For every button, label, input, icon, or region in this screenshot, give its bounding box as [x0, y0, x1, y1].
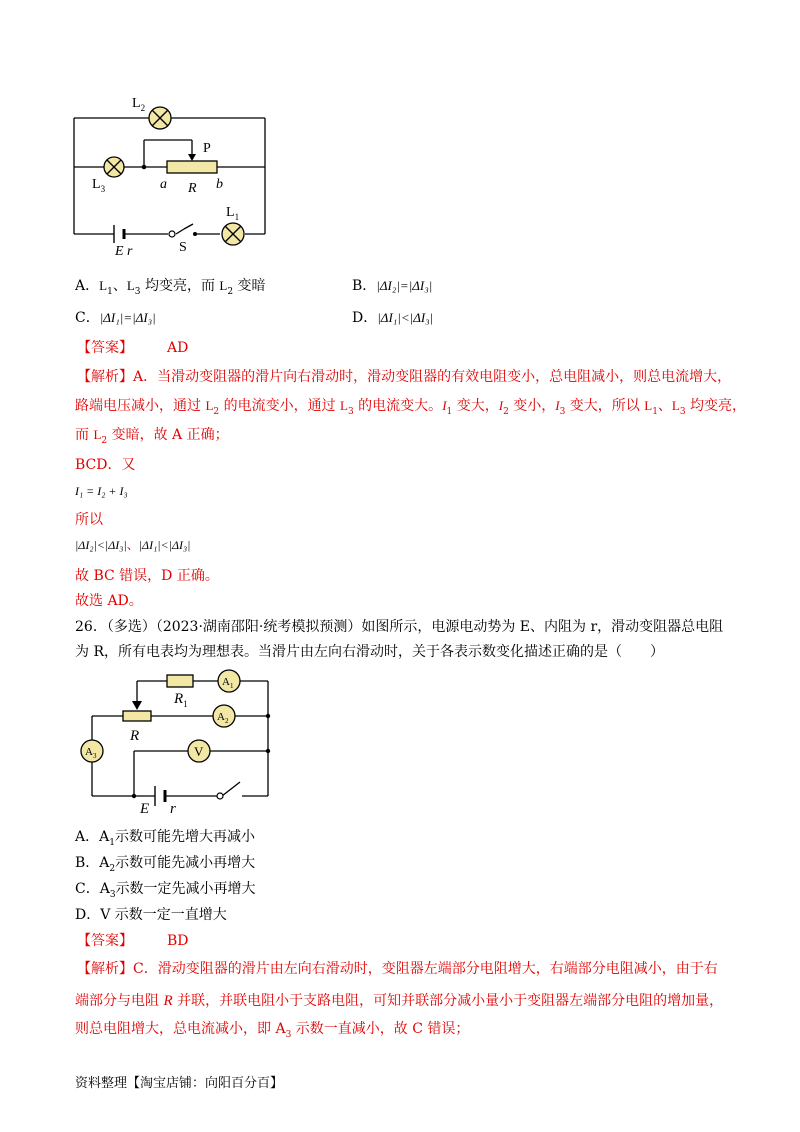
- q26-ammeter-a3: [81, 740, 103, 762]
- q26-option-c: C．$A_3$示数一定先减小再增大: [75, 881, 256, 900]
- q26-answer: 【答案】 BD: [77, 933, 189, 949]
- q25-circuit-diagram: [60, 88, 290, 258]
- page-footer: 资料整理【淘宝店铺：向阳百分百】: [75, 1076, 284, 1091]
- q25-label-a: a: [160, 177, 167, 192]
- q25-option-b: B．|ΔI₂|=|ΔI₃|: [352, 278, 433, 294]
- q26-stem-line2: 为 R，所有电表均为理想表。当滑片由左向右滑动时，关于各表示数变化描述正确的是（ ）: [75, 644, 664, 660]
- q25-switch-contact-left: [169, 231, 175, 237]
- q25-analysis-line7: |ΔI₂|<|ΔI₃|、|ΔI₁|<|ΔI₃|: [75, 538, 191, 552]
- q25-battery: [114, 225, 124, 243]
- q26-label-r1: $R_1$: [174, 691, 188, 709]
- q25-option-c: C．|ΔI₁|=|ΔI₃|: [75, 310, 156, 326]
- q25-label-l3: $L_3$: [92, 177, 106, 194]
- q26-label-r-internal: r: [170, 801, 176, 814]
- q25-rheostat: [167, 161, 217, 173]
- q26-switch-contact: [217, 793, 223, 799]
- q26-voltmeter: [188, 740, 210, 762]
- q25-analysis-line4: BCD．又: [75, 457, 136, 473]
- q25-lamp-l1: [222, 223, 244, 245]
- q26-stem-line1: 26．（多选）（2023·湖南邵阳·统考模拟预测）如图所示，电源电动势为 E、内阻为 r，滑动变阻器总电阻: [75, 619, 724, 635]
- q25-label-p: P: [203, 141, 211, 156]
- q26-ammeter-a1: [218, 670, 240, 692]
- q26-option-a: A．$A_1$示数可能先增大再减小: [75, 829, 255, 848]
- svg-text:A1: $A_1$: [222, 676, 234, 690]
- q25-analysis-equation: I₁ = I₂ + I₃: [75, 484, 128, 498]
- q26-analysis-line1: 【解析】C．滑动变阻器的滑片由左向右滑动时，变阻器左端部分电阻增大，右端部分电阻减小，由于右: [77, 961, 718, 977]
- q25-label-b: b: [216, 177, 223, 192]
- q25-label-battery: E r: [115, 244, 133, 258]
- q26-label-e: E: [140, 801, 150, 814]
- q25-analysis-line2: 路端电压减小，通过 $L_2$ 的电流变小，通过 $L_3$ 的电流变大。$I_1$ 变大，$I_2$ 变小，$I_3$ 变大，所以 $L_1$、$L_3$ 均变亮，: [75, 398, 747, 417]
- q26-rheostat: [123, 711, 151, 721]
- q25-analysis-line9: 故选 AD。: [75, 593, 143, 609]
- q25-option-a: A．$L_1$、$L_3$ 均变亮，而 $L_2$ 变暗: [75, 278, 266, 297]
- q25-switch-contact-right: [193, 232, 197, 236]
- svg-text:A2: $A_2$: [217, 711, 229, 725]
- q26-battery: [155, 786, 165, 806]
- q26-label-r: R: [130, 728, 140, 744]
- svg-text:V: V: [194, 744, 204, 759]
- q25-option-d: D．|ΔI₁|<|ΔI₃|: [352, 310, 434, 326]
- q25-label-r: R: [188, 181, 197, 196]
- svg-text:A3: $A_3$: [85, 746, 97, 760]
- q25-label-l1: $L_1$: [226, 205, 240, 222]
- q26-analysis-line3: 则总电阻增大，总电流减小，即 $A_3$ 示数一直减小，故 C 错误；: [75, 1021, 470, 1040]
- q26-ammeter-a2: [213, 705, 235, 727]
- q25-lamp-l3: [104, 157, 124, 177]
- q26-option-b: B．$A_2$示数可能先减小再增大: [75, 855, 256, 874]
- q25-analysis-line8: 故 BC 错误，D 正确。: [75, 568, 219, 584]
- q25-answer: 【答案】 AD: [77, 340, 189, 356]
- q26-analysis-line2: 端部分与电阻 R 并联，并联电阻小于支路电阻，可知并联部分减小量小于变阻器左端部分电阻的增加量，: [75, 993, 724, 1009]
- q25-label-switch: S: [179, 240, 187, 255]
- q26-resistor-r1: [167, 675, 193, 687]
- q25-lamp-l2: [149, 107, 171, 129]
- q25-analysis-line3: 而 $L_2$ 变暗，故 A 正确；: [75, 427, 229, 446]
- q25-analysis-line6: 所以: [75, 512, 103, 528]
- q25-analysis-line1: 【解析】A．当滑动变阻器的滑片向右滑动时，滑动变阻器的有效电阻变小，总电阻减小，则总电流增大，: [77, 369, 732, 385]
- q26-circuit-diagram: [70, 664, 280, 814]
- q25-label-l2: $L_2$: [132, 96, 146, 113]
- q26-option-d: D．V 示数一定一直增大: [75, 907, 227, 923]
